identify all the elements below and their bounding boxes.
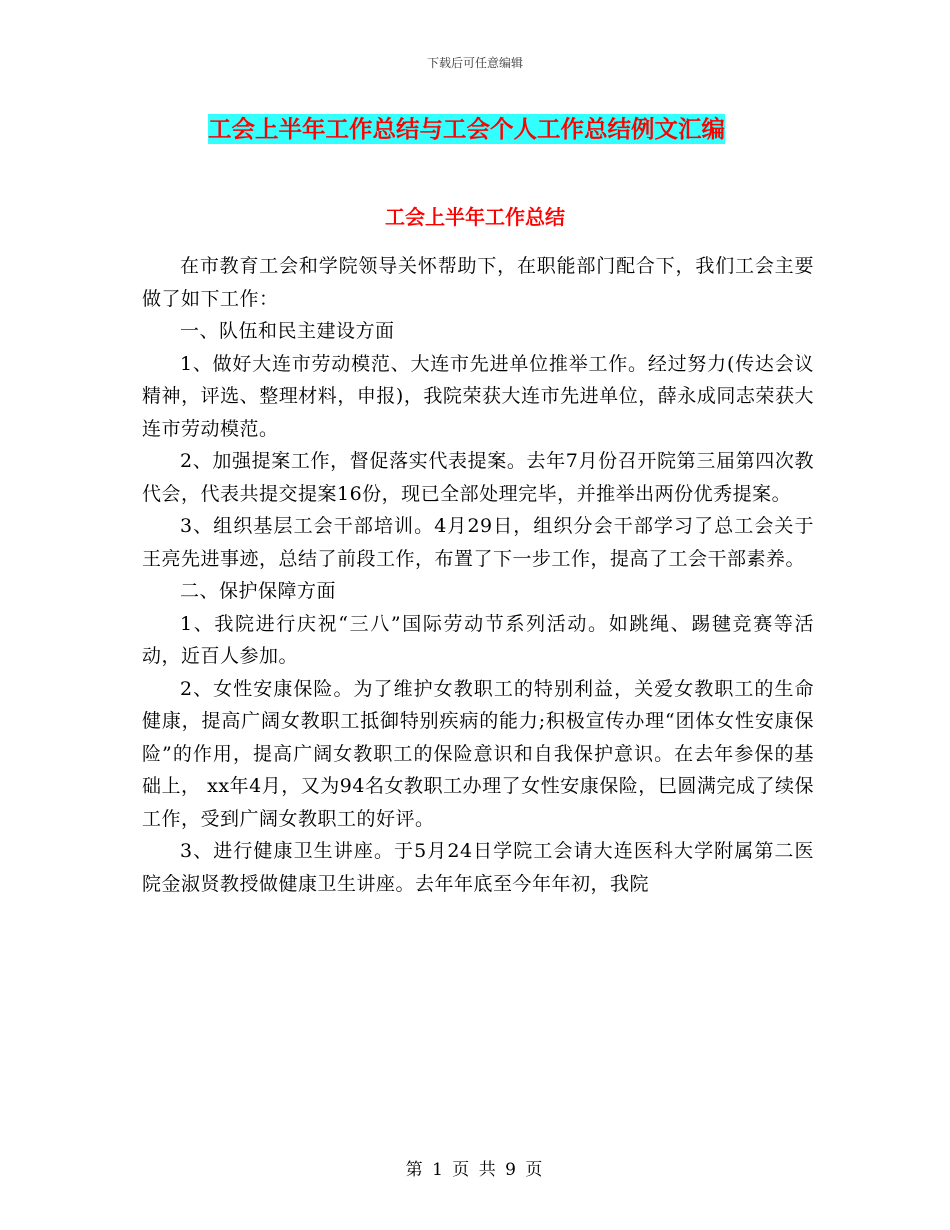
paragraph: 2、加强提案工作，督促落实代表提案。去年7月份召开院第三届第四次教代会，代表共提交提案16份，现已全部处理完毕，并推举出两份优秀提案。: [142, 450, 814, 505]
paragraph: 3、组织基层工会干部培训。4月29日，组织分会干部学习了总工会关于王亮先进事迹，总结了前段工作，布置了下一步工作，提高了工会干部素养。: [142, 515, 814, 570]
paragraph: 一、队伍和民主建设方面: [180, 320, 395, 342]
main-title: 工会上半年工作总结与工会个人工作总结例文汇编: [208, 115, 725, 143]
page-number-footer: 第 1 页 共 9 页: [405, 1160, 545, 1180]
main-title-container: [208, 114, 788, 144]
paragraph: 二、保护保障方面: [180, 580, 337, 602]
paragraph: 3、进行健康卫生讲座。于5月24日学院工会请大连医科大学附属第二医院金淑贤教授做健康卫生讲座。去年年底至今年年初，我院: [142, 840, 814, 895]
paragraph: 2、女性安康保险。为了维护女教职工的特别利益，关爱女教职工的生命健康，提高广阔女教职工抵御特别疾病的能力;积极宣传办理“团体女性安康保险”的作用，提高广阔女教职工的保险意识和自我保护意识。在去年参保的基础上， xx年4月，又为94名女教职工办理了女性安康保险，巳圆满完成了续保工作，受到广阔女教职工的好评。: [142, 677, 814, 830]
page-header-note: 下载后可任意编辑: [426, 56, 523, 70]
paragraph: 1、做好大连市劳动模范、大连市先进单位推举工作。经过努力(传达会议精神，评选、整理材料，申报)，我院荣获大连市先进单位，薛永成同志荣获大连市劳动模范。: [142, 352, 814, 440]
paragraph: 1、我院进行庆祝“三八”国际劳动节系列活动。如跳绳、踢毽竞赛等活动，近百人参加。: [142, 612, 814, 667]
paragraph: 在市教育工会和学院领导关怀帮助下，在职能部门配合下，我们工会主要做了如下工作：: [142, 255, 814, 310]
document-body: [142, 250, 814, 900]
section-title: 工会上半年工作总结: [385, 205, 565, 229]
